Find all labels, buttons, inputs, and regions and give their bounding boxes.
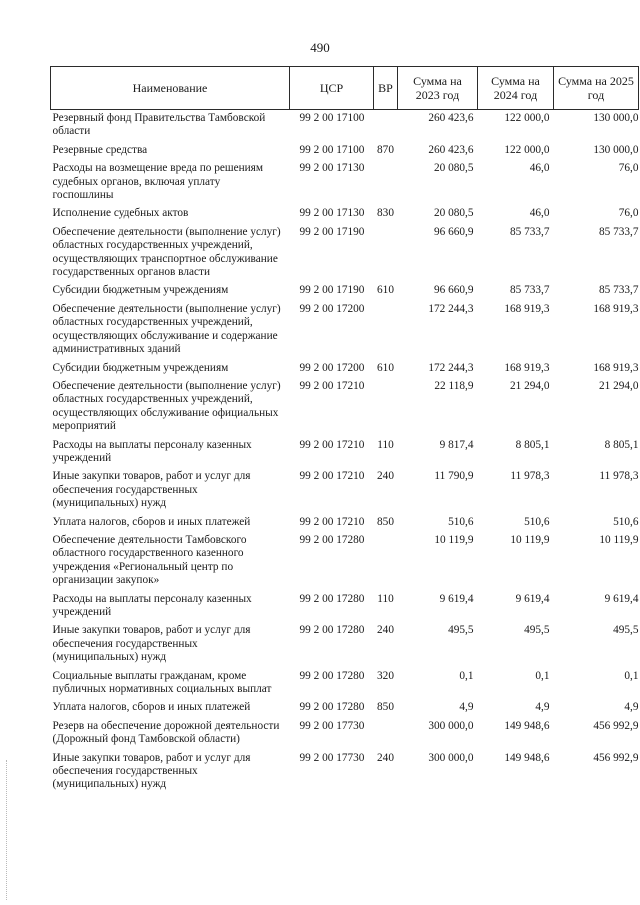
row-sum-2024: 4,9 <box>535 701 550 714</box>
row-name: Обеспечение деятельности Тамбовского областного государственного казенного учреждения «Региональный центр по организации закупок» <box>52 533 247 587</box>
row-sum-2024: 46,0 <box>529 207 550 220</box>
row-sum-2025: 130 000,0 <box>593 143 639 156</box>
row-sum-2023: 300 000,0 <box>428 751 474 764</box>
row-vr: 830 <box>377 207 394 220</box>
row-vr <box>374 532 398 591</box>
table-row <box>51 142 639 160</box>
row-vr: 850 <box>377 701 394 714</box>
row-csr: 99 2 00 17280 <box>299 701 365 714</box>
table-row <box>51 224 639 283</box>
row-vr: 320 <box>377 669 394 682</box>
row-csr: 99 2 00 17210 <box>299 379 365 392</box>
scan-margin-marks <box>6 760 9 900</box>
row-name: Иные закупки товаров, работ и услуг для обеспечения государственных (муниципальных) нужд <box>52 624 251 664</box>
row-sum-2025: 130 000,0 <box>593 112 639 124</box>
table-row <box>51 360 639 378</box>
row-vr <box>374 301 398 360</box>
row-vr: 610 <box>377 361 394 374</box>
row-sum-2025: 21 294,0 <box>598 379 639 392</box>
row-vr: 850 <box>377 515 394 528</box>
row-sum-2025: 10 119,9 <box>599 533 639 546</box>
row-csr: 99 2 00 17190 <box>299 284 365 297</box>
row-sum-2023: 20 080,5 <box>433 162 474 175</box>
row-sum-2025: 456 992,9 <box>593 719 639 732</box>
row-sum-2025: 4,9 <box>624 701 639 714</box>
row-name: Резерв на обеспечение дорожной деятельности (Дорожный фонд Тамбовской области) <box>52 719 280 746</box>
row-vr: 870 <box>377 143 394 156</box>
row-sum-2024: 510,6 <box>524 515 550 528</box>
row-sum-2023: 172 244,3 <box>428 361 474 374</box>
row-vr <box>374 718 398 750</box>
row-csr: 99 2 00 17210 <box>299 438 365 451</box>
row-csr: 99 2 00 17730 <box>299 751 365 764</box>
row-sum-2025: 8 805,1 <box>604 438 639 451</box>
row-csr: 99 2 00 17210 <box>299 515 365 528</box>
row-vr: 240 <box>377 751 394 764</box>
table-row <box>51 668 639 700</box>
budget-table <box>50 66 639 795</box>
page-number: 490 <box>310 40 330 55</box>
row-sum-2025: 76,0 <box>618 162 639 175</box>
table-row <box>51 514 639 532</box>
table-row <box>51 205 639 223</box>
row-vr <box>374 160 398 205</box>
row-sum-2024: 122 000,0 <box>504 112 550 124</box>
row-name: Расходы на возмещение вреда по решениям судебных органов, включая уплату госпошлины <box>52 162 264 202</box>
row-sum-2024: 21 294,0 <box>509 379 550 392</box>
row-vr: 110 <box>377 592 394 605</box>
row-sum-2023: 22 118,9 <box>434 379 474 392</box>
row-name: Субсидии бюджетным учреждениям <box>52 284 229 297</box>
row-name: Обеспечение деятельности (выполнение услуг) областных государственных учреждений, осуществляющих обслуживание официальных мероприятий <box>52 379 281 433</box>
row-csr: 99 2 00 17130 <box>299 207 365 220</box>
row-sum-2024: 8 805,1 <box>515 438 550 451</box>
table-row <box>51 282 639 300</box>
row-sum-2023: 260 423,6 <box>428 143 474 156</box>
row-name: Расходы на выплаты персоналу казенных учреждений <box>52 438 252 464</box>
header-sum-2023: Сумма на 2023 год <box>398 67 478 110</box>
row-sum-2025: 85 733,7 <box>598 225 639 238</box>
row-vr <box>374 110 398 142</box>
header-sum-2025: Сумма на 2025 год <box>554 67 639 110</box>
row-name: Обеспечение деятельности (выполнение услуг) областных государственных учреждений, осуществляющих обслуживание и содержание административных зданий <box>52 302 281 356</box>
row-vr: 110 <box>377 438 394 451</box>
table-row <box>51 160 639 205</box>
row-sum-2023: 300 000,0 <box>428 719 474 732</box>
row-sum-2023: 20 080,5 <box>433 207 474 220</box>
header-sum-2024: Сумма на 2024 год <box>478 67 554 110</box>
header-csr: ЦСР <box>290 67 374 110</box>
row-csr: 99 2 00 17280 <box>299 669 365 682</box>
row-sum-2024: 122 000,0 <box>504 143 550 156</box>
row-sum-2024: 10 119,9 <box>510 533 550 546</box>
table-row <box>51 622 639 667</box>
row-sum-2023: 4,9 <box>459 701 474 714</box>
row-sum-2025: 9 619,4 <box>604 592 639 605</box>
row-csr: 99 2 00 17730 <box>299 719 365 732</box>
table-row <box>51 699 639 717</box>
row-sum-2025: 495,5 <box>613 624 639 637</box>
row-sum-2023: 495,5 <box>448 624 474 637</box>
table-row <box>51 468 639 513</box>
row-sum-2024: 495,5 <box>524 624 550 637</box>
table-row <box>51 378 639 437</box>
table-row <box>51 532 639 591</box>
row-sum-2025: 11 978,3 <box>599 470 639 483</box>
table-row <box>51 301 639 360</box>
row-name: Уплата налогов, сборов и иных платежей <box>52 515 251 528</box>
row-sum-2023: 9 619,4 <box>439 592 474 605</box>
row-sum-2024: 168 919,3 <box>504 361 550 374</box>
row-vr: 240 <box>377 624 394 637</box>
row-name: Расходы на выплаты персоналу казенных учреждений <box>52 592 252 618</box>
row-csr: 99 2 00 17280 <box>299 533 365 546</box>
row-sum-2023: 10 119,9 <box>434 533 474 546</box>
row-vr: 610 <box>377 284 394 297</box>
row-name: Уплата налогов, сборов и иных платежей <box>52 701 251 714</box>
table-row <box>51 437 639 469</box>
row-sum-2024: 46,0 <box>529 162 550 175</box>
header-name: Наименование <box>51 67 290 110</box>
table-body <box>51 110 639 795</box>
row-csr: 99 2 00 17200 <box>299 361 365 374</box>
row-name: Обеспечение деятельности (выполнение услуг) областных государственных учреждений, осуществляющих транспортное обслуживание государственных органов власти <box>52 225 281 279</box>
row-name: Иные закупки товаров, работ и услуг для обеспечения государственных (муниципальных) нужд <box>52 751 251 791</box>
row-csr: 99 2 00 17210 <box>299 470 365 483</box>
row-sum-2024: 149 948,6 <box>504 751 550 764</box>
row-sum-2023: 0,1 <box>459 669 474 682</box>
row-name: Резервный фонд Правительства Тамбовской области <box>52 112 266 138</box>
row-csr: 99 2 00 17190 <box>299 225 365 238</box>
row-sum-2025: 85 733,7 <box>598 284 639 297</box>
row-vr <box>374 378 398 437</box>
row-sum-2023: 96 660,9 <box>433 284 474 297</box>
table-header <box>51 67 639 110</box>
table-row <box>51 591 639 623</box>
row-name: Резервные средства <box>52 143 148 156</box>
row-sum-2025: 456 992,9 <box>593 751 639 764</box>
row-name: Субсидии бюджетным учреждениям <box>52 361 229 374</box>
row-vr <box>374 224 398 283</box>
row-sum-2025: 510,6 <box>613 515 639 528</box>
row-sum-2025: 168 919,3 <box>593 361 639 374</box>
row-csr: 99 2 00 17200 <box>299 302 365 315</box>
row-sum-2024: 11 978,3 <box>510 470 550 483</box>
row-csr: 99 2 00 17100 <box>299 112 365 124</box>
row-name: Исполнение судебных актов <box>52 207 189 220</box>
table-row <box>51 718 639 750</box>
row-sum-2023: 260 423,6 <box>428 112 474 124</box>
table-row <box>51 750 639 795</box>
row-sum-2024: 85 733,7 <box>509 284 550 297</box>
row-csr: 99 2 00 17130 <box>299 162 365 175</box>
row-sum-2023: 96 660,9 <box>433 225 474 238</box>
row-sum-2025: 76,0 <box>618 207 639 220</box>
row-sum-2023: 9 817,4 <box>439 438 474 451</box>
header-vr: ВР <box>374 67 398 110</box>
table-row <box>51 110 639 142</box>
row-csr: 99 2 00 17100 <box>299 143 365 156</box>
row-sum-2024: 149 948,6 <box>504 719 550 732</box>
row-name: Иные закупки товаров, работ и услуг для обеспечения государственных (муниципальных) нужд <box>52 470 251 510</box>
row-sum-2023: 510,6 <box>448 515 474 528</box>
row-sum-2023: 172 244,3 <box>428 302 474 315</box>
row-sum-2024: 9 619,4 <box>515 592 550 605</box>
row-csr: 99 2 00 17280 <box>299 624 365 637</box>
row-sum-2025: 0,1 <box>624 669 639 682</box>
row-sum-2024: 168 919,3 <box>504 302 550 315</box>
row-sum-2023: 11 790,9 <box>434 470 474 483</box>
row-sum-2025: 168 919,3 <box>593 302 639 315</box>
row-sum-2024: 85 733,7 <box>509 225 550 238</box>
row-sum-2024: 0,1 <box>535 669 550 682</box>
row-csr: 99 2 00 17280 <box>299 592 365 605</box>
row-vr: 240 <box>377 470 394 483</box>
row-name: Социальные выплаты гражданам, кроме публичных нормативных социальных выплат <box>52 669 272 696</box>
